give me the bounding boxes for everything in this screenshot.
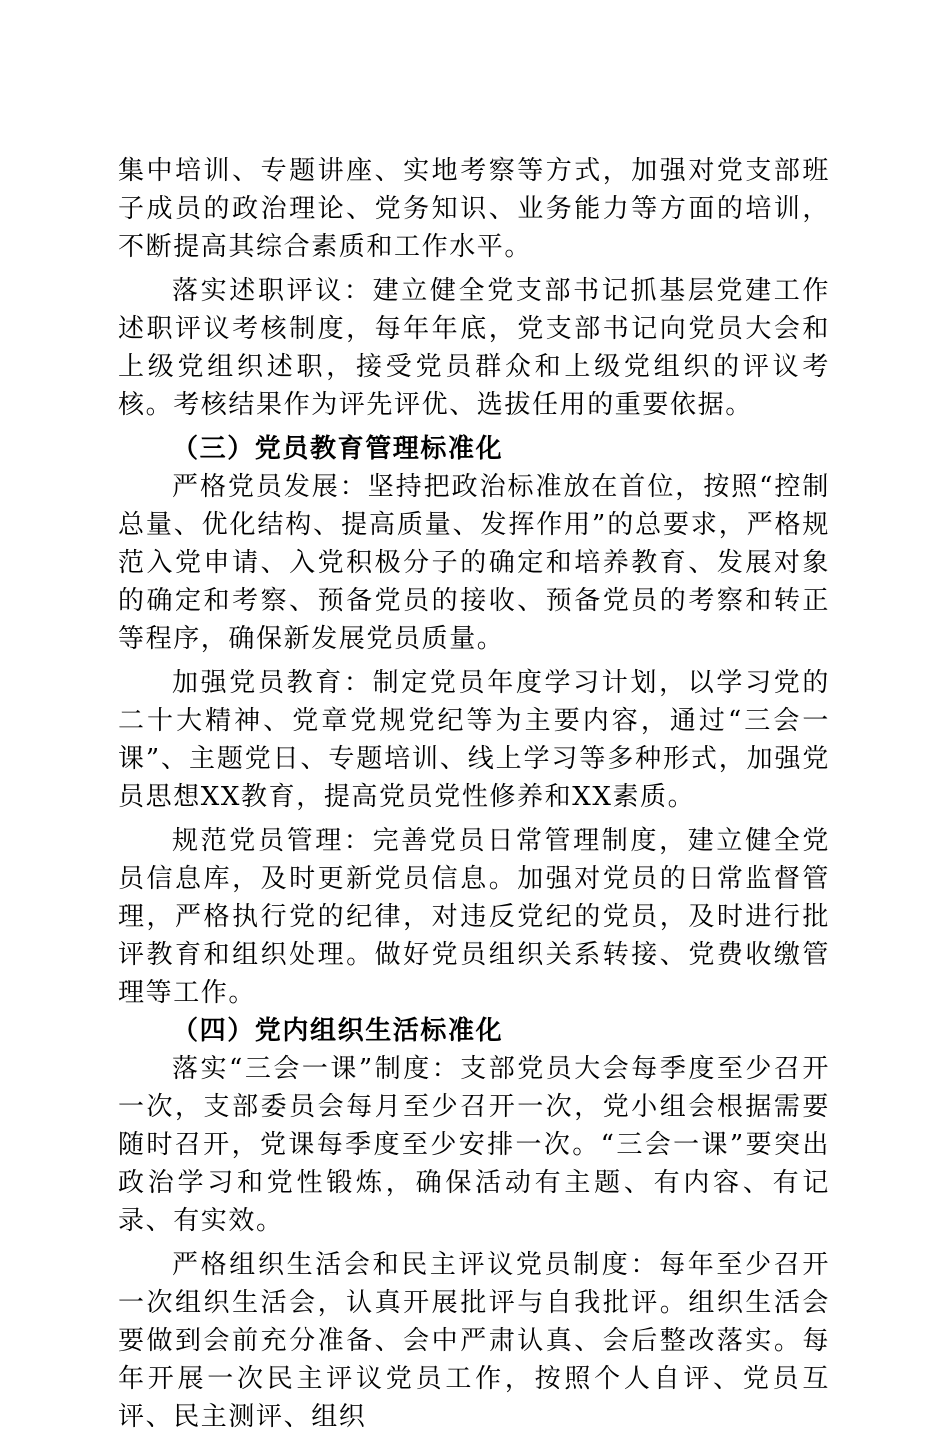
section-heading-organization-life: （四）党内组织生活标准化 bbox=[172, 1016, 504, 1046]
paragraph-debriefing-review: 落实述职评议：建立健全党支部书记抓基层党建工作述职评议考核制度，每年年底，党支部书记向党员大会和上级党组织述职，接受党员群众和上级党组织的评议考核。考核结果作为评先评优、选拔任用的重要依据。 bbox=[118, 276, 830, 420]
section-heading-member-education: （三）党员教育管理标准化 bbox=[172, 434, 504, 464]
document-body bbox=[118, 152, 830, 1436]
paragraph-three-meetings-one-lesson: 落实“三会一课”制度：支部党员大会每季度至少召开一次，支部委员会每月至少召开一次，党小组会根据需要随时召开，党课每季度至少安排一次。“三会一课”要突出政治学习和党性锻炼，确保活动有主题、有内容、有记录、有实效。 bbox=[118, 1054, 830, 1236]
paragraph-democratic-review: 严格组织生活会和民主评议党员制度：每年至少召开一次组织生活会，认真开展批评与自我批评。组织生活会要做到会前充分准备、会中严肃认真、会后整改落实。每年开展一次民主评议党员工作，按照个人自评、党员互评、民主测评、组织 bbox=[118, 1250, 830, 1432]
paragraph-training: 集中培训、专题讲座、实地考察等方式，加强对党支部班子成员的政治理论、党务知识、业务能力等方面的培训，不断提高其综合素质和工作水平。 bbox=[118, 156, 830, 262]
paragraph-member-development: 严格党员发展：坚持把政治标准放在首位，按照“控制总量、优化结构、提高质量、发挥作用”的总要求，严格规范入党申请、入党积极分子的确定和培养教育、发展对象的确定和考察、预备党员的接收、预备党员的考察和转正等程序，确保新发展党员质量。 bbox=[118, 472, 830, 654]
paragraph-member-education: 加强党员教育：制定党员年度学习计划，以学习党的二十大精神、党章党规党纪等为主要内容，通过“三会一课”、主题党日、专题培训、线上学习等多种形式，加强党员思想XX教育，提高党员党性修养和XX素质。 bbox=[118, 668, 830, 812]
paragraph-member-management: 规范党员管理：完善党员日常管理制度，建立健全党员信息库，及时更新党员信息。加强对党员的日常监督管理，严格执行党的纪律，对违反党纪的党员，及时进行批评教育和组织处理。做好党员组织关系转接、党费收缴管理等工作。 bbox=[118, 826, 830, 1008]
